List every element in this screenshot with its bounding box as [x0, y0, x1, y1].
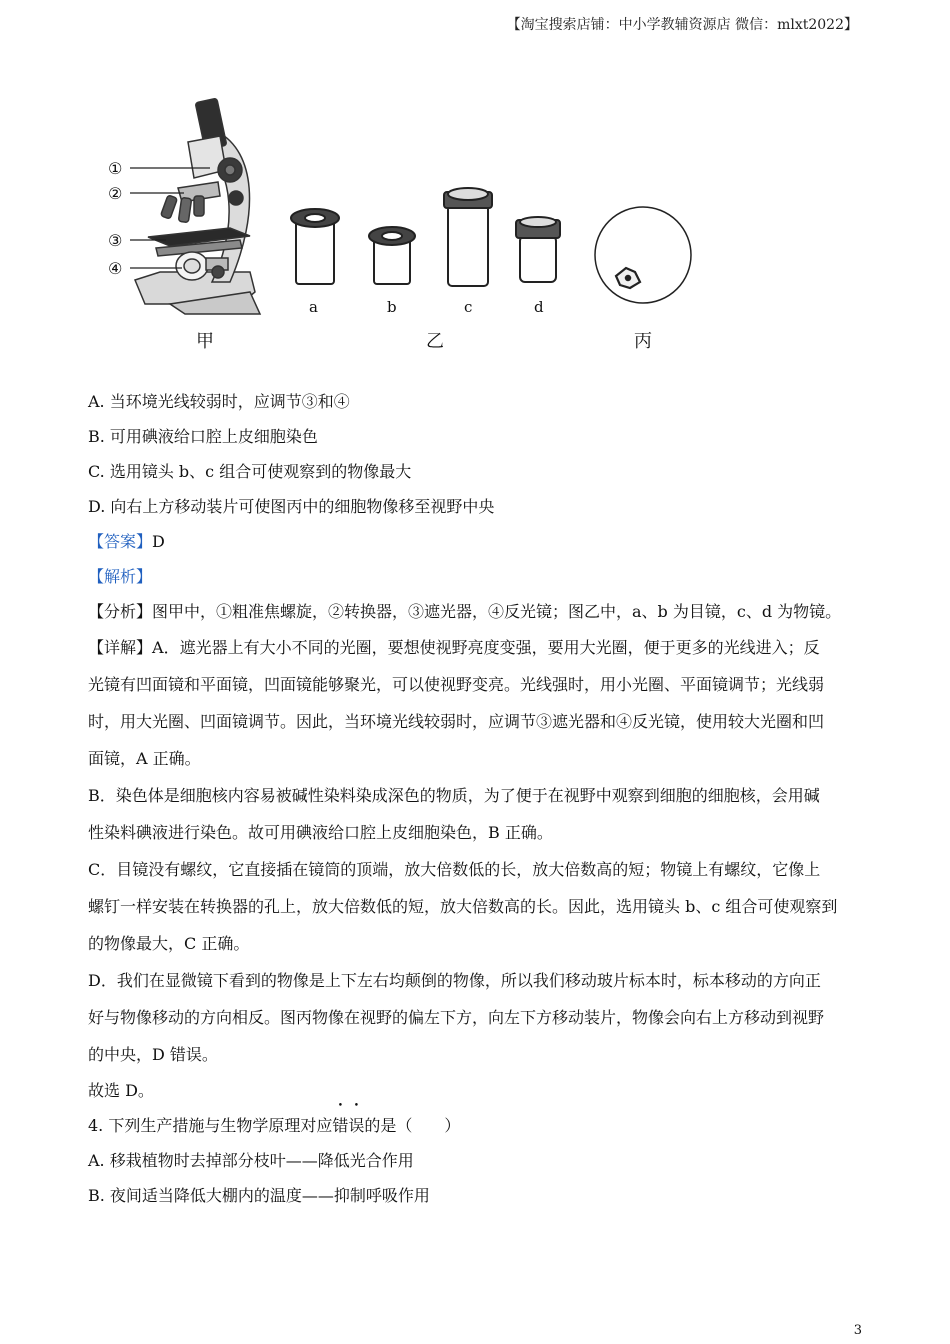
- microscope-figure: [100, 92, 720, 362]
- part-label-4: ④: [108, 259, 123, 278]
- xiangjie-a-line-3: 时，用大光圈、凹面镜调节。因此，当环境光线较弱时，应调节③遮光器和④反光镜，使用较大光圈和凹: [88, 712, 825, 731]
- q4-emphasis-1: 错: [332, 1116, 349, 1135]
- lens-c: [444, 188, 492, 286]
- lens-label-c: c: [464, 298, 473, 316]
- answer-value: D: [152, 532, 165, 551]
- microscope-illustration: [135, 98, 260, 314]
- xiangjie-c-line-1: C．目镜没有螺纹，它直接插在镜筒的顶端，放大倍数低的长，放大倍数高的短；物镜上有螺纹，它像上: [88, 860, 821, 879]
- xiangjie-d-line-2: 好与物像移动的方向相反。图丙物像在视野的偏左下方，向左下方移动装片，物像会向右上方移动到视野: [88, 1008, 825, 1027]
- q4-stem-after: 的是（ ）: [364, 1116, 461, 1135]
- option-a: A. 当环境光线较弱时，应调节③和④: [88, 392, 350, 411]
- xiangjie-a-line-4: 面镜，A 正确。: [88, 749, 201, 768]
- answer-tag: 【答案】: [88, 532, 153, 551]
- figure-drawing: [100, 92, 720, 322]
- field-of-view: [595, 207, 691, 303]
- answer-line: [88, 524, 868, 559]
- q4-option-b: B. 夜间适当降低大棚内的温度——抑制呼吸作用: [88, 1186, 430, 1205]
- lens-b: [369, 227, 415, 284]
- option-c: C. 选用镜头 b、c 组合可使观察到的物像最大: [88, 462, 412, 481]
- lens-d: [516, 217, 560, 282]
- conclusion: 故选 D。: [88, 1081, 154, 1100]
- part-label-2: ②: [108, 184, 123, 203]
- q4-option-a: A. 移栽植物时去掉部分枝叶——降低光合作用: [88, 1151, 414, 1170]
- fenxi-tag: 【分析】: [88, 602, 153, 621]
- option-b: B. 可用碘液给口腔上皮细胞染色: [88, 427, 318, 446]
- lens-a: [291, 209, 339, 284]
- xiangjie-c-line-3: 的物像最大，C 正确。: [88, 934, 250, 953]
- xiangjie-a-text-1: A．遮光器上有大小不同的光圈，要想使视野亮度变强，要用大光圈，便于更多的光线进入；反: [152, 638, 820, 657]
- panel-label-bing: 丙: [634, 331, 652, 352]
- panel-label-jia: 甲: [196, 331, 214, 352]
- page-header: 【淘宝搜索店铺：中小学教辅资源店 微信：mlxt2022】: [506, 17, 858, 33]
- xiangjie-d-line-3: 的中央，D 错误。: [88, 1045, 218, 1064]
- q4-emphasis-2: 误: [348, 1116, 365, 1135]
- lens-label-b: b: [387, 298, 397, 316]
- part-label-1: ①: [108, 159, 123, 178]
- xiangjie-tag: 【详解】: [88, 638, 153, 657]
- xiangjie-a-line-1: [88, 629, 868, 666]
- option-d: D. 向右上方移动装片可使图丙中的细胞物像移至视野中央: [88, 497, 495, 516]
- lens-label-d: d: [534, 298, 544, 316]
- q4-stem-before: 4. 下列生产措施与生物学原理对应: [88, 1116, 333, 1135]
- fenxi-line: [88, 594, 868, 629]
- panel-label-yi: 乙: [426, 331, 444, 352]
- xiangjie-a-line-2: 光镜有凹面镜和平面镜，凹面镜能够聚光，可以使视野变亮。光线强时，用小光圈、平面镜调节；光线弱: [88, 675, 825, 694]
- page-number: 3: [853, 1323, 862, 1338]
- fenxi-text: 图甲中，①粗准焦螺旋，②转换器，③遮光器，④反光镜；图乙中，a、b 为目镜，c、d 为物镜。: [152, 602, 842, 621]
- lens-label-a: a: [309, 298, 318, 316]
- part-label-3: ③: [108, 231, 123, 250]
- document-body: [88, 384, 868, 1213]
- xiangjie-c-line-2: 螺钉一样安装在转换器的孔上，放大倍数低的短，放大倍数高的长。因此，选用镜头 b、c 组合可使观察到: [88, 897, 838, 916]
- xiangjie-b-line-1: B．染色体是细胞核内容易被碱性染料染成深色的物质，为了便于在视野中观察到细胞的细胞核，会用碱: [88, 786, 820, 805]
- analysis-tag: 【解析】: [88, 567, 153, 586]
- question-4-stem: [88, 1108, 868, 1143]
- xiangjie-b-line-2: 性染料碘液进行染色。故可用碘液给口腔上皮细胞染色，B 正确。: [88, 823, 553, 842]
- xiangjie-d-line-1: D．我们在显微镜下看到的物像是上下左右均颠倒的物像，所以我们移动玻片标本时，标本移动的方向正: [88, 971, 821, 990]
